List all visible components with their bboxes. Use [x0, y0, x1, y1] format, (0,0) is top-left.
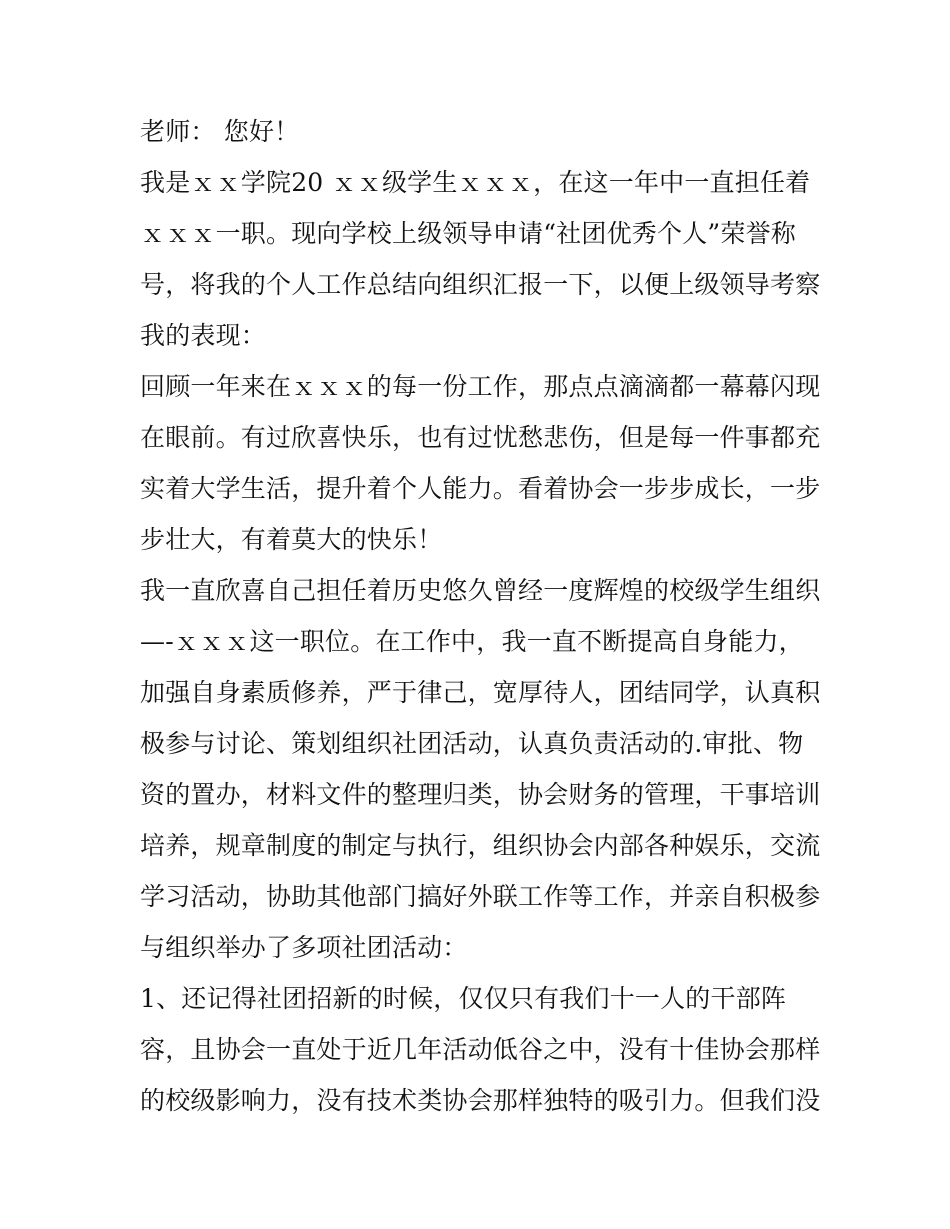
- text-line: 与组织举办了多项社团活动：: [140, 933, 468, 962]
- text-line: 加强自身素质修养，严于律己，宽厚待人，团结同学，认真积: [140, 678, 821, 707]
- text-line: 老师： 您好！: [140, 117, 300, 146]
- text-line: 我一直欣喜自己担任着历史悠久曾经一度辉煌的校级学生组织: [140, 576, 821, 605]
- text-line: 1、还记得社团招新的时候，仅仅只有我们十一人的干部阵: [140, 984, 787, 1013]
- text-line: —-ｘｘｘ这一职位。在工作中，我一直不断提高自身能力，: [140, 627, 804, 656]
- text-line: 的校级影响力，没有技术类协会那样独特的吸引力。但我们没: [140, 1086, 821, 1115]
- text-line: 培养，规章制度的制定与执行，组织协会内部各种娱乐，交流: [140, 831, 821, 860]
- text-line: 实着大学生活，提升着个人能力。看着协会一步步成长，一步: [140, 474, 821, 503]
- text-line: 学习活动，协助其他部门搞好外联工作等工作，并亲自积极参: [140, 882, 821, 911]
- text-line: ｘｘｘ一职。现向学校上级领导申请“社团优秀个人”荣誉称: [140, 219, 796, 248]
- text-line: 号，将我的个人工作总结向组织汇报一下，以便上级领导考察: [140, 270, 821, 299]
- text-line: 我是ｘｘ学院20 ｘｘ级学生ｘｘｘ，在这一年中一直担任着: [140, 168, 811, 197]
- text-line: 步壮大，有着莫大的快乐！: [140, 525, 443, 554]
- text-line: 我的表现：: [140, 321, 267, 350]
- document-body: [140, 106, 830, 1126]
- text-line: 在眼前。有过欣喜快乐，也有过忧愁悲伤，但是每一件事都充: [140, 423, 821, 452]
- text-line: 资的置办，材料文件的整理归类，协会财务的管理，干事培训: [140, 780, 821, 809]
- text-line: 回顾一年来在ｘｘｘ的每一份工作，那点点滴滴都一幕幕闪现: [140, 372, 821, 401]
- text-line: 极参与讨论、策划组织社团活动，认真负责活动的.审批、物: [140, 729, 804, 758]
- text-line: 容，且协会一直处于近几年活动低谷之中，没有十佳协会那样: [140, 1035, 821, 1064]
